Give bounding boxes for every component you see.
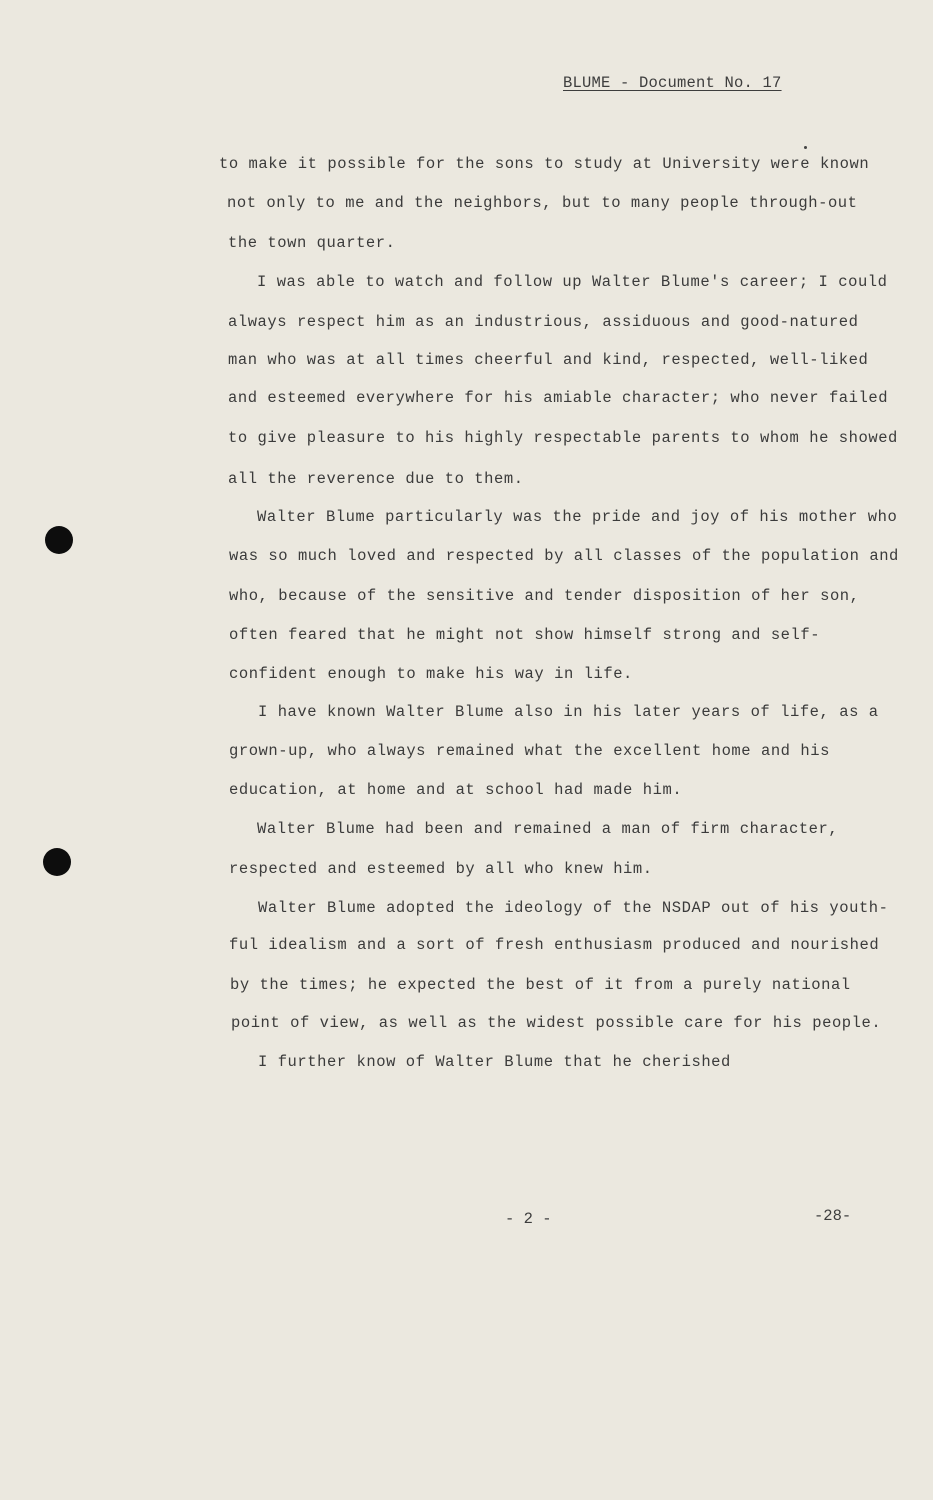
body-line: I was able to watch and follow up Walter Blume's career; I could	[257, 273, 888, 291]
body-line: Walter Blume had been and remained a man of firm character,	[257, 820, 839, 838]
body-line: education, at home and at school had made him.	[229, 781, 683, 799]
body-line: grown-up, who always remained what the excellent home and his	[229, 742, 830, 760]
body-line: I have known Walter Blume also in his later years of life, as a	[258, 703, 879, 721]
page-number: - 2 -	[505, 1210, 552, 1228]
body-line: point of view, as well as the widest possible care for his people.	[231, 1014, 882, 1032]
body-line: Walter Blume adopted the ideology of the NSDAP out of his youth-	[258, 899, 889, 917]
paper-speck	[804, 146, 807, 149]
body-line: man who was at all times cheerful and kind, respected, well-liked	[228, 351, 869, 369]
body-line: and esteemed everywhere for his amiable character; who never failed	[228, 389, 889, 407]
body-line: not only to me and the neighbors, but to many people through-out	[227, 194, 858, 212]
body-line: the town quarter.	[228, 234, 396, 252]
body-line: all the reverence due to them.	[228, 470, 524, 488]
body-line: always respect him as an industrious, assiduous and good-natured	[228, 313, 859, 331]
document-reference: BLUME - Document No. 17	[563, 74, 782, 92]
punch-hole-top	[45, 526, 73, 554]
body-line: Walter Blume particularly was the pride and joy of his mother who	[257, 508, 898, 526]
body-line: was so much loved and respected by all classes of the population and	[229, 547, 899, 565]
body-line: confident enough to make his way in life.	[229, 665, 633, 683]
body-line: often feared that he might not show himself strong and self-	[229, 626, 821, 644]
body-line: to give pleasure to his highly respectable parents to whom he showed	[228, 429, 898, 447]
body-line: I further know of Walter Blume that he cherished	[258, 1053, 731, 1071]
body-line: by the times; he expected the best of it from a purely national	[230, 976, 851, 994]
body-line: respected and esteemed by all who knew him.	[229, 860, 653, 878]
body-line: ful idealism and a sort of fresh enthusiasm produced and nourished	[229, 936, 880, 954]
sheet-number: -28-	[814, 1207, 852, 1225]
body-line: who, because of the sensitive and tender disposition of her son,	[229, 587, 860, 605]
body-line: to make it possible for the sons to study at University were known	[219, 155, 870, 173]
punch-hole-bottom	[43, 848, 71, 876]
